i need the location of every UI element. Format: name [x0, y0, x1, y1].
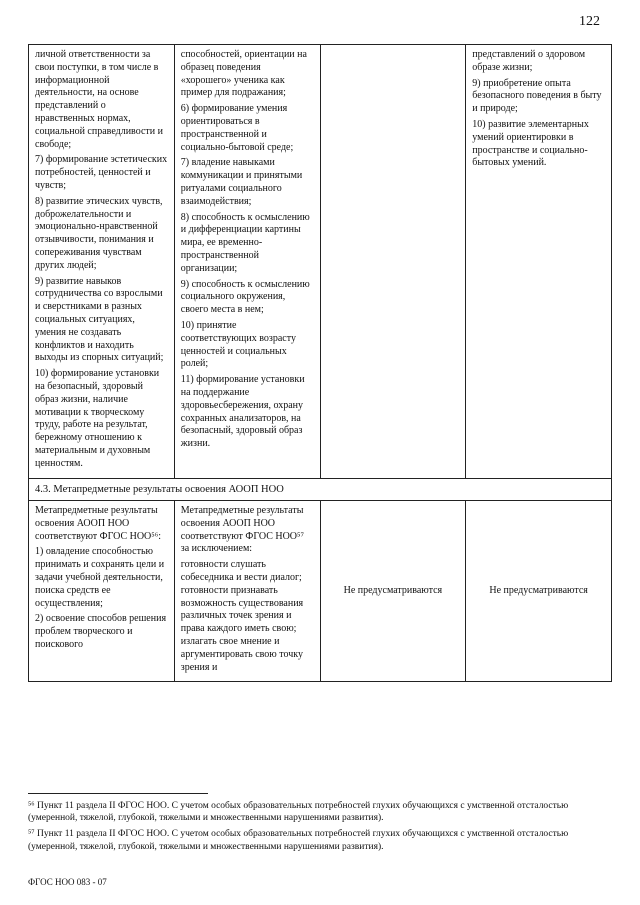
- cell-col3-not-provided: Не предусматриваются: [320, 501, 466, 681]
- cell-col1: [29, 501, 174, 681]
- paragraph: 9) развитие навыков сотрудничества со взрослыми и сверстниками в разных социальных ситуациях, умения не создавать конфликтов и находить выходы из спорных ситуаций;: [35, 275, 164, 364]
- cell-col2: [174, 45, 320, 478]
- paragraph: Метапредметные результаты освоения АООП НОО соответствуют ФГОС НОО⁵⁷ за исключением:: [180, 504, 305, 555]
- footnotes: [28, 793, 612, 857]
- paragraph: 1) овладение способностью принимать и сохранять цели и задачи учебной деятельности, поиска средств ее осуществления;: [35, 546, 165, 609]
- paragraph: 10) принятие соответствующих возрасту ценностей и социальных ролей;: [180, 319, 296, 370]
- paragraph: 2) освоение способов решения проблем творческого и поискового: [35, 613, 167, 650]
- paragraph: 8) способность к осмыслению и дифференциации картины мира, ее временно-пространственной организации;: [180, 211, 310, 274]
- paragraph: готовности слушать собеседника и вести диалог; готовности признавать возможность существования различных точек зрения и права каждого иметь свою; излагать свое мнение и аргументировать свою точку зрения и: [180, 559, 304, 673]
- footnote: ⁵⁷ Пункт 11 раздела II ФГОС НОО. С учетом особых образовательных потребностей глухих обучающихся с умственной отсталостью (умеренной, тяжелой, глубокой, тяжелыми и множественными нарушениями развития).: [28, 829, 569, 852]
- footnote-divider: [28, 793, 208, 794]
- paragraph: 11) формирование установки на поддержание здоровьесбережения, охрану сохранных анализаторов, на безопасный, здоровый образ жизни.: [180, 374, 305, 450]
- footnote: ⁵⁶ Пункт 11 раздела II ФГОС НОО. С учетом особых образовательных потребностей глухих обучающихся с умственной отсталостью (умеренной, тяжелой, глубокой, тяжелыми и множественными нарушениями развития).: [28, 800, 569, 823]
- paragraph: 9) приобретение опыта безопасного поведения в быту и природе;: [472, 77, 602, 115]
- paragraph: личной ответственности за свои поступки, в том числе в информационной деятельности, на основе представлений о нравственных нормах, социальной справедливости и свободе;: [35, 49, 163, 150]
- cell-col1: [29, 45, 174, 478]
- table-row: [29, 500, 611, 681]
- cell-col4: [465, 45, 611, 478]
- paragraph: способностей, ориентации на образец поведения «хорошего» ученика как пример для подражания;: [180, 49, 307, 99]
- page-number: 122: [579, 14, 600, 29]
- paragraph: 10) формирование установки на безопасный, здоровый образ жизни, наличие мотивации к творческому труду, работе на результат, бережному отношению к материальным и духовным ценностям.: [35, 368, 160, 469]
- results-table: [28, 44, 612, 682]
- paragraph: 9) способность к осмыслению социального окружения, своего места в нем;: [180, 278, 310, 316]
- paragraph: представлений о здоровом образе жизни;: [472, 49, 586, 73]
- cell-col3: [320, 45, 466, 478]
- cell-col2: [174, 501, 320, 681]
- paragraph: 6) формирование умения ориентироваться в пространственной и социально-бытовой среде;: [180, 103, 294, 153]
- paragraph: Метапредметные результаты освоения АООП НОО соответствуют ФГОС НОО⁵⁶:: [35, 504, 162, 542]
- section-title: 4.3. Метапредметные результаты освоения АООП НОО: [35, 483, 284, 495]
- cell-col4-not-provided: Не предусматриваются: [465, 501, 611, 681]
- paragraph: 10) развитие элементарных умений ориентировки в пространстве и социально-бытовых умений.: [472, 118, 589, 169]
- paragraph: 7) владение навыками коммуникации и принятыми ритуалами социального взаимодействия;: [180, 157, 303, 207]
- document-code: ФГОС НОО 083 - 07: [28, 877, 107, 887]
- paragraph: 8) развитие этических чувств, доброжелательности и эмоционально-нравственной отзывчивости, понимания и сопереживания чувствам других людей;: [35, 195, 163, 271]
- table-row: [29, 45, 611, 478]
- paragraph: 7) формирование эстетических потребностей, ценностей и чувств;: [35, 154, 168, 191]
- section-header-row: [29, 478, 611, 500]
